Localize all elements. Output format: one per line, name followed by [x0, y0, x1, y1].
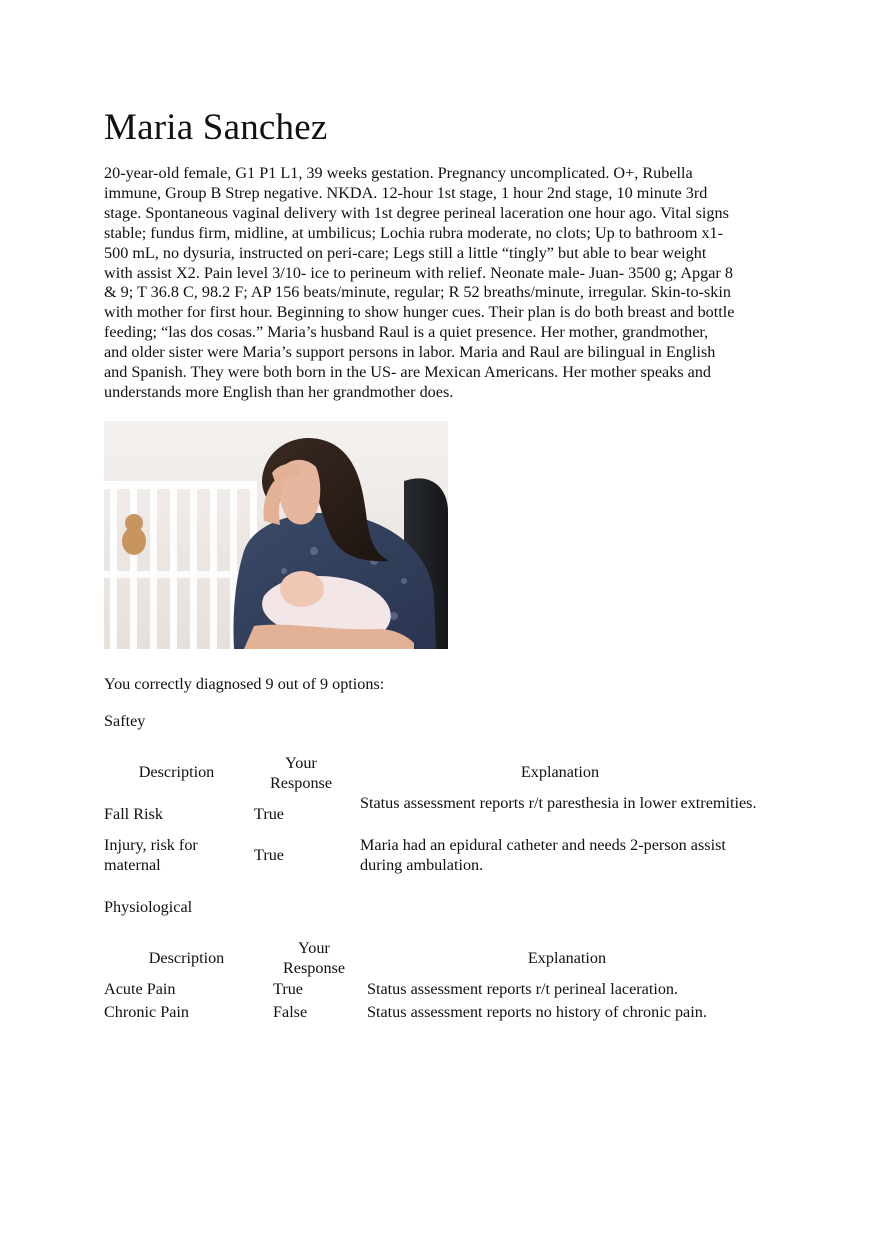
summary-line: and Spanish. They were both born in the US- are Mexican Americans. Her mother speaks and [104, 363, 712, 382]
result-summary: You correctly diagnosed 9 out of 9 options: [104, 675, 385, 693]
summary-line: immune, Group B Strep negative. NKDA. 12-hour 1st stage, 1 hour 2nd stage, 10 minute 3rd [104, 183, 708, 202]
row-description: Acute Pain [104, 980, 176, 998]
column-header-explanation: Explanation [520, 763, 600, 781]
safety-diagnosis-table [104, 753, 784, 883]
column-header-explanation: Explanation [527, 949, 607, 967]
row-explanation: Status assessment reports r/t paresthesia in lower extremities. [360, 794, 757, 812]
summary-line: & 9; T 36.8 C, 98.2 F; AP 156 beats/minute, regular; R 52 breaths/minute, irregular. Skin-to-skin [104, 283, 731, 302]
summary-line: with mother for first hour. Beginning to show hunger cues. Their plan is do both breast and bottle [104, 303, 735, 322]
case-summary [104, 164, 784, 403]
row-description: Fall Risk [104, 805, 163, 823]
row-explanation: Status assessment reports r/t perineal laceration. [367, 980, 679, 998]
row-description: Chronic Pain [104, 1003, 189, 1021]
row-explanation: Status assessment reports no history of chronic pain. [367, 1003, 707, 1021]
summary-line: with assist X2. Pain level 3/10- ice to perineum with relief. Neonate male- Juan- 3500 g; Apgar 8 [104, 263, 733, 282]
table-row [104, 793, 784, 835]
mother-with-newborn-photo [104, 421, 448, 649]
row-response: True [273, 980, 303, 998]
summary-line: 20-year-old female, G1 P1 L1, 39 weeks gestation. Pregnancy uncomplicated. O+, Rubella [104, 164, 693, 182]
section-label-safety: Saftey [104, 712, 146, 730]
section-label-physiological: Physiological [104, 898, 193, 916]
summary-line: 500 mL, no dysuria, instructed on peri-care; Legs still a little “tingly” but able to bear weight [104, 243, 707, 262]
summary-line: feeding; “las dos cosas.” Maria’s husband Raul is a quiet presence. Her mother, grandmother, [104, 323, 709, 342]
physiological-diagnosis-table [104, 938, 784, 1028]
column-header-description: Description [138, 763, 215, 781]
table-row [104, 835, 784, 877]
column-header-description: Description [148, 949, 225, 967]
row-response: True [254, 846, 284, 864]
table-row [104, 1002, 784, 1025]
row-explanation: Maria had an epidural catheter and needs 2-person assist during ambulation. [360, 836, 726, 874]
table-header-row [104, 938, 784, 979]
column-header-response: Your Response [282, 939, 346, 977]
summary-line: stable; fundus firm, midline, at umbilicus; Lochia rubra moderate, no clots; Up to bathroom x1- [104, 223, 724, 242]
row-description: Injury, risk for maternal [104, 836, 198, 874]
summary-line: and older sister were Maria’s support persons in labor. Maria and Raul are bilingual in English [104, 343, 716, 362]
summary-line: understands more English than her grandmother does. [104, 382, 454, 401]
table-row [104, 979, 784, 1002]
summary-line: stage. Spontaneous vaginal delivery with 1st degree perineal laceration one hour ago. Vital signs [104, 203, 729, 222]
page-title: Maria Sanchez [104, 107, 328, 148]
row-response: True [254, 805, 284, 823]
row-response: False [273, 1003, 308, 1021]
table-header-row [104, 753, 784, 793]
column-header-response: Your Response [269, 754, 333, 792]
